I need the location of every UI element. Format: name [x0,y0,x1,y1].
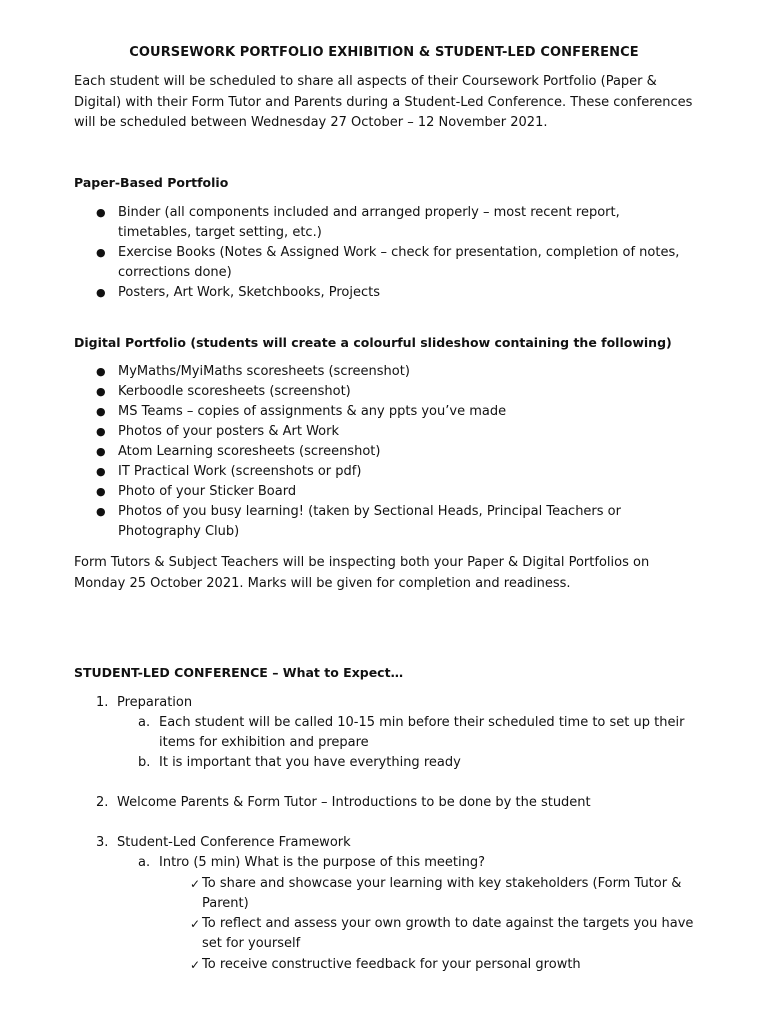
list-item: ● Exercise Books (Notes & Assigned Work – check for presentation, completion of notes, corrections done) [96,245,680,280]
sub-item-letter: b. [138,755,151,770]
paper-portfolio-heading: Paper-Based Portfolio [74,175,229,190]
checklist-text: To receive constructive feedback for your personal growth [202,957,581,972]
bullet-icon: ● [96,365,106,378]
sub-item-text: It is important that you have everything ready [159,755,461,770]
item-number: 3. [96,835,109,850]
inspection-paragraph: Form Tutors & Subject Teachers will be inspecting both your Paper & Digital Portfolios on Monday 25 October 2021. Marks will be given for completion and readiness. [74,555,650,591]
bullet-icon: ● [96,385,106,398]
checkmark-icon: ✓ [190,958,201,972]
bullet-icon: ● [96,505,106,518]
paper-portfolio-list [96,203,686,303]
list-item: ● Posters, Art Work, Sketchbooks, Projects [96,283,686,303]
item-label: Student-Led Conference Framework [117,835,351,850]
list-item: ● IT Practical Work (screenshots or pdf) [96,462,686,482]
intro-paragraph: Each student will be scheduled to share all aspects of their Coursework Portfolio (Paper & Digital) with their Form Tutor and Parents during a Student-Led Conference. These conferences will be scheduled between Wednesday 27 October – 12 November 2021. [74,74,693,130]
list-item: ● Binder (all components included and arranged properly – most recent report, timetables, target setting, etc.) [96,205,620,240]
bullet-icon: ● [96,485,106,498]
checkmark-icon: ✓ [190,877,201,891]
list-item: ● Atom Learning scoresheets (screenshot) [96,442,686,462]
list-item: ● Photo of your Sticker Board [96,482,686,502]
item-label: Preparation [117,695,193,710]
sub-item-text: Intro (5 min) What is the purpose of this meeting? [159,855,486,870]
list-item: ● Kerboodle scoresheets (screenshot) [96,382,686,402]
checklist-text: To share and showcase your learning with key stakeholders (Form Tutor & Parent) [202,876,682,911]
sub-item-letter: a. [138,855,151,870]
bullet-icon: ● [96,405,106,418]
list-item: ● MyMaths/MyiMaths scoresheets (screenshot) [96,362,686,382]
list-item: ● Photos of you busy learning! (taken by Sectional Heads, Principal Teachers or Photography Club) [96,504,621,539]
list-item: ● MS Teams – copies of assignments & any ppts you’ve made [96,402,686,422]
bullet-icon: ● [96,206,106,219]
bullet-icon: ● [96,465,106,478]
bullet-icon: ● [96,246,106,259]
bullet-icon: ● [96,445,106,458]
item-label: Welcome Parents & Form Tutor – Introductions to be done by the student [117,795,591,810]
document-title: COURSEWORK PORTFOLIO EXHIBITION & STUDENT-LED CONFERENCE [129,45,639,60]
list-item: ● Photos of your posters & Art Work [96,422,686,442]
digital-portfolio-list [96,362,686,542]
checkmark-icon: ✓ [190,917,201,931]
bullet-icon: ● [96,425,106,438]
digital-portfolio-heading: Digital Portfolio (students will create a colourful slideshow containing the following) [74,335,672,350]
sub-item-letter: a. [138,715,151,730]
sub-item-text: Each student will be called 10-15 min before their scheduled time to set up their items for exhibition and prepare [159,715,685,750]
slc-heading: STUDENT-LED CONFERENCE – What to Expect… [74,665,404,680]
item-number: 2. [96,795,109,810]
bullet-icon: ● [96,286,106,299]
checklist-text: To reflect and assess your own growth to date against the targets you have set for yourself [202,916,694,951]
item-number: 1. [96,695,109,710]
